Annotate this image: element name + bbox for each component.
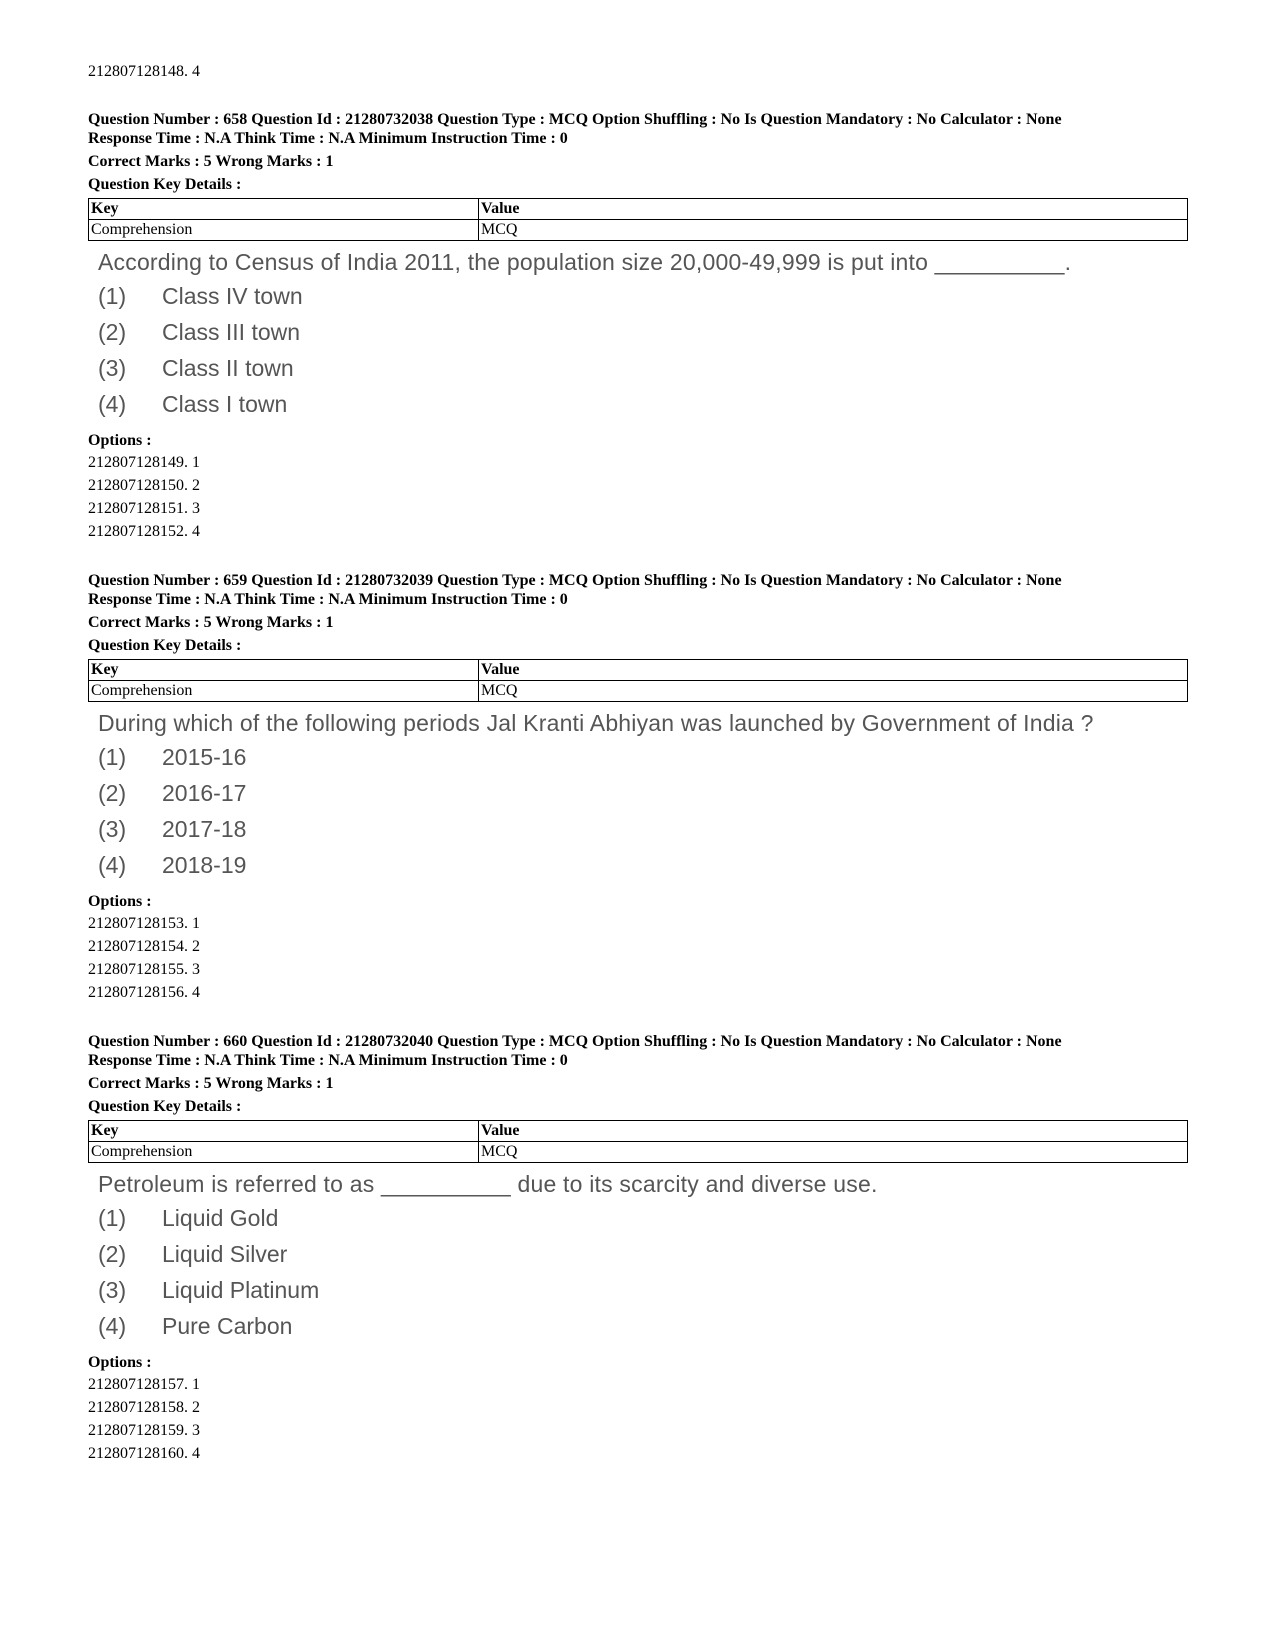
option-line: 212807128150. 2 [88,477,200,494]
options-label: Options : [88,1354,152,1371]
question-text: According to Census of India 2011, the population size 20,000-49,999 is put into __________. [98,249,1072,275]
table-header-row [89,660,1188,681]
table-header-value: Value [479,1121,1188,1142]
table-header-key: Key [89,660,479,681]
option-line: 212807128154. 2 [88,938,200,955]
choice-number: (4) [98,391,127,417]
choice-number: (2) [98,1241,127,1267]
choice-number: (1) [98,283,127,309]
option-line: 212807128156. 4 [88,984,200,1001]
option-line: 212807128152. 4 [88,523,200,540]
option-line: 212807128149. 1 [88,454,200,471]
question-timing-line: Response Time : N.A Think Time : N.A Minimum Instruction Time : 0 [88,130,568,147]
table-cell-key: Comprehension [89,1142,479,1163]
question-text: Petroleum is referred to as __________ due to its scarcity and diverse use. [98,1171,878,1197]
choice-text: 2015-16 [162,744,247,770]
question-meta-line: Question Number : 658 Question Id : 21280732038 Question Type : MCQ Option Shuffling : No Is Question Mandatory : No Calculator : None [88,111,1062,128]
option-line: 212807128157. 1 [88,1376,200,1393]
options-label: Options : [88,893,152,910]
choice-item [98,814,1188,850]
choice-number: (3) [98,816,127,842]
question-timing-line: Response Time : N.A Think Time : N.A Minimum Instruction Time : 0 [88,1052,568,1069]
table-header-key: Key [89,1121,479,1142]
choice-text: Liquid Silver [162,1241,288,1267]
question-block-658 [88,110,1188,543]
option-line: 212807128158. 2 [88,1399,200,1416]
choice-item [98,850,1188,886]
choice-text: Class IV town [162,283,303,309]
choice-text: Class II town [162,355,294,381]
choice-text: Liquid Gold [162,1205,279,1231]
question-text: During which of the following periods Jal Kranti Abhiyan was launched by Government of India ? [98,710,1094,736]
table-cell-value: MCQ [479,681,1188,702]
question-image [98,247,1188,425]
table-row [89,1142,1188,1163]
choice-text: Class I town [162,391,288,417]
choice-number: (2) [98,780,127,806]
key-details-table [88,659,1188,702]
key-details-table [88,1120,1188,1163]
question-meta-line: Question Number : 660 Question Id : 21280732040 Question Type : MCQ Option Shuffling : No Is Question Mandatory : No Calculator : None [88,1033,1062,1050]
question-marks: Correct Marks : 5 Wrong Marks : 1 [88,153,334,170]
choice-number: (3) [98,355,127,381]
question-image [98,1169,1188,1347]
key-details-table [88,198,1188,241]
option-line: 212807128160. 4 [88,1445,200,1462]
choice-item [98,1275,1188,1311]
question-block-659 [88,571,1188,1004]
choice-text: Pure Carbon [162,1313,293,1339]
choice-item [98,281,1188,317]
choice-number: (1) [98,744,127,770]
table-cell-key: Comprehension [89,220,479,241]
table-header-row [89,1121,1188,1142]
choice-text: 2017-18 [162,816,247,842]
choice-item [98,353,1188,389]
choice-text: Liquid Platinum [162,1277,320,1303]
key-details-label: Question Key Details : [88,176,242,193]
choice-text: Class III town [162,319,301,345]
document-page [88,62,1188,1493]
table-cell-value: MCQ [479,220,1188,241]
choice-item [98,317,1188,353]
table-header-value: Value [479,660,1188,681]
choice-text: 2018-19 [162,852,247,878]
question-image [98,708,1188,886]
key-details-label: Question Key Details : [88,637,242,654]
choice-item [98,1239,1188,1275]
table-header-key: Key [89,199,479,220]
option-line: 212807128155. 3 [88,961,200,978]
key-details-label: Question Key Details : [88,1098,242,1115]
table-cell-value: MCQ [479,1142,1188,1163]
choice-number: (1) [98,1205,127,1231]
table-header-row [89,199,1188,220]
choice-item [98,1311,1188,1347]
question-marks: Correct Marks : 5 Wrong Marks : 1 [88,1075,334,1092]
question-marks: Correct Marks : 5 Wrong Marks : 1 [88,614,334,631]
table-cell-key: Comprehension [89,681,479,702]
question-block-660 [88,1032,1188,1465]
question-meta-line: Question Number : 659 Question Id : 21280732039 Question Type : MCQ Option Shuffling : No Is Question Mandatory : No Calculator : None [88,572,1062,589]
question-timing-line: Response Time : N.A Think Time : N.A Minimum Instruction Time : 0 [88,591,568,608]
choice-text: 2016-17 [162,780,247,806]
choice-item [98,1203,1188,1239]
options-label: Options : [88,432,152,449]
option-line: 212807128153. 1 [88,915,200,932]
previous-option-line: 212807128148. 4 [88,63,200,80]
table-row [89,220,1188,241]
choice-number: (2) [98,319,127,345]
table-header-value: Value [479,199,1188,220]
choice-item [98,778,1188,814]
choice-number: (4) [98,1313,127,1339]
choice-item [98,389,1188,425]
choice-item [98,742,1188,778]
option-line: 212807128159. 3 [88,1422,200,1439]
choice-number: (3) [98,1277,127,1303]
choice-number: (4) [98,852,127,878]
option-line: 212807128151. 3 [88,500,200,517]
table-row [89,681,1188,702]
